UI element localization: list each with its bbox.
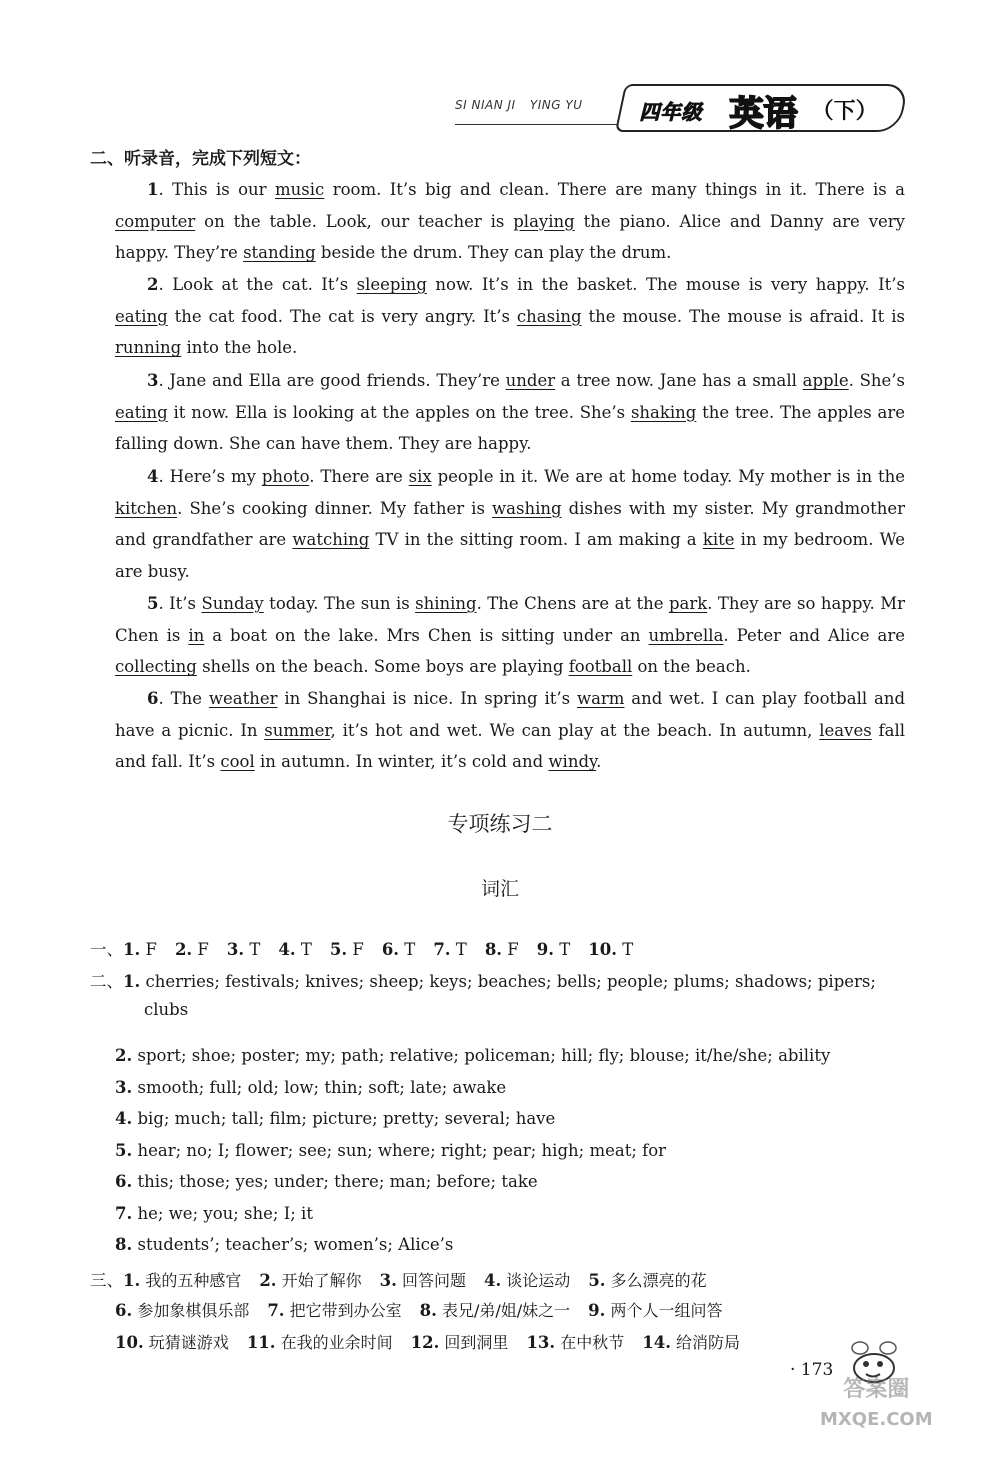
- passage-text: . Here’s my: [158, 467, 262, 486]
- passage-paragraph: [115, 365, 905, 460]
- answer-blank: Sunday: [201, 594, 264, 613]
- passage-text: room. It’s big and clean. There are many things in it. There is a: [324, 180, 906, 199]
- tf-item-answer: T: [295, 940, 312, 959]
- vocab-item-text: hear; no; I; flower; see; sun; where; right; pear; high; meat; for: [132, 1141, 667, 1160]
- answer-blank: music: [275, 180, 325, 199]
- phrase-item-text: 在我的业余时间: [275, 1333, 393, 1352]
- answer-blank: computer: [115, 211, 196, 231]
- passage-text: the cat food. The cat is very angry. It’s: [167, 306, 517, 326]
- passage-text: in my bedroom. We are busy.: [115, 530, 905, 582]
- watermark-logo: 答案圈: [843, 1377, 910, 1402]
- tf-item-number: 9.: [536, 940, 554, 959]
- answer-blank: under: [505, 371, 556, 390]
- passage-text: beside the drum. They can play the drum.: [315, 243, 672, 263]
- passage-text: people in it. We are at home today. My mother is in the: [431, 467, 905, 486]
- banner-volume: （下）: [811, 99, 878, 124]
- running-header: [455, 84, 915, 134]
- answer-blank: running: [115, 338, 182, 358]
- answer-blank: cool: [220, 752, 255, 772]
- phrase-item-text: 两个人一组问答: [605, 1301, 723, 1320]
- tf-item-number: 10.: [588, 940, 617, 959]
- answer-blank: eating: [115, 306, 168, 326]
- answer-blank: leaves: [819, 720, 872, 740]
- vocab-item-text: sport; shoe; poster; my; path; relative; policeman; hill; fly; blouse; it/he/she; ability: [132, 1046, 831, 1065]
- vocab-item-text: big; much; tall; film; picture; pretty; several; have: [132, 1109, 556, 1128]
- passage-text: . It’s: [158, 594, 202, 613]
- tf-item-number: 1.: [123, 940, 141, 959]
- passage-text: . Peter and Alice are: [723, 625, 905, 645]
- tf-item-answer: T: [450, 940, 467, 959]
- phrase-item-number: 2.: [259, 1271, 277, 1290]
- banner-subject: 英语: [729, 94, 798, 134]
- watermark: [820, 1375, 933, 1435]
- vocab-item-number: 1.: [123, 972, 141, 991]
- passage-text: into the hole.: [181, 338, 298, 358]
- vocab-item-text: students’; teacher’s; women’s; Alice’s: [132, 1235, 454, 1254]
- vocab-item-text: cherries; festivals; knives; sheep; keys; beaches; bells; people; plums; shadows; pipers;: [140, 972, 876, 991]
- passage-text: . There are: [309, 467, 409, 486]
- passage-number: 6: [147, 689, 159, 708]
- passage-text: the mouse. The mouse is afraid. It is: [581, 306, 905, 326]
- answer-blank: in: [188, 625, 205, 645]
- phrase-item-text: 给消防局: [670, 1333, 741, 1352]
- passage-text: . The Chens are at the: [476, 594, 669, 613]
- phrase-answer-line: [90, 1267, 707, 1291]
- passage-text: . The: [158, 689, 209, 708]
- answer-blank: sleeping: [356, 275, 427, 294]
- vocab-item-number: 8.: [115, 1235, 133, 1254]
- phrase-item-number: 12.: [410, 1333, 440, 1352]
- passage-paragraph: [115, 683, 905, 778]
- passage-text: .: [596, 752, 602, 772]
- phrase-prefix: 三、: [90, 1271, 123, 1290]
- phrase-item-text: 多么漂亮的花: [605, 1271, 707, 1290]
- passage-text: fall and fall. It’s: [115, 720, 906, 772]
- vocab-answer-line: [115, 1235, 453, 1254]
- passage-number: 4: [147, 467, 159, 486]
- passage-text: dishes with my sister. My grandmother and grandfather are: [115, 498, 906, 550]
- tf-item-answer: F: [347, 940, 364, 959]
- answer-blank: kitchen: [115, 498, 178, 518]
- answer-blank: apple: [802, 371, 849, 390]
- passage-text: now. It’s in the basket. The mouse is very happy. It’s: [426, 275, 906, 294]
- tf-item-answer: F: [502, 940, 519, 959]
- vocab-item-number: 2.: [115, 1046, 133, 1065]
- passage-text: . They are so happy. Mr Chen is: [115, 594, 906, 645]
- passage-number: 1: [147, 180, 159, 199]
- passage-paragraph: [115, 174, 905, 269]
- answer-blank: photo: [261, 467, 310, 486]
- banner-grade: 四年级: [639, 100, 703, 124]
- vocab-answer-line: [115, 1078, 506, 1097]
- answer-blank: kite: [702, 530, 735, 550]
- passage-text: the tree. The apples are falling down. She can have them. They are happy.: [115, 402, 905, 454]
- answer-blank: shaking: [630, 402, 697, 422]
- phrase-item-number: 8.: [419, 1301, 437, 1320]
- watermark-url: MXQE.COM: [820, 1409, 933, 1430]
- phrase-item-text: 参加象棋俱乐部: [132, 1301, 250, 1320]
- tf-item-number: 5.: [329, 940, 348, 959]
- page-number: · 173: [790, 1360, 834, 1380]
- phrase-item-text: 把它带到办公室: [284, 1301, 402, 1320]
- answer-blank: standing: [243, 243, 316, 263]
- answer-blank: collecting: [115, 657, 197, 677]
- answer-blank: six: [408, 467, 432, 486]
- passage-text: on the beach.: [632, 657, 751, 677]
- answer-blank: playing: [513, 211, 575, 231]
- phrase-item-number: 5.: [588, 1271, 606, 1290]
- passage-text: a tree now. Jane has a small: [555, 371, 803, 390]
- section-title: 二、听录音，完成下列短文：: [90, 149, 311, 169]
- phrase-item-text: 回到洞里: [439, 1333, 509, 1352]
- passage-number: 5: [147, 594, 159, 613]
- passage-number: 2: [147, 275, 159, 294]
- phrase-item-number: 3.: [379, 1271, 397, 1290]
- passage-text: a boat on the lake. Mrs Chen is sitting under an: [204, 625, 649, 645]
- vocab-item-number: 5.: [115, 1141, 133, 1160]
- vocab-prefix: 二、: [90, 972, 123, 991]
- practice-title: 专项练习二: [447, 812, 553, 836]
- phrase-item-number: 1.: [123, 1271, 141, 1290]
- book-title-banner: [615, 84, 909, 132]
- vocab-answer-line: [115, 1046, 830, 1065]
- answer-blank: windy: [548, 752, 597, 772]
- tf-item-number: 6.: [381, 940, 400, 959]
- phrase-item-number: 10.: [115, 1333, 144, 1352]
- phrase-item-number: 11.: [246, 1333, 276, 1352]
- phrase-item-number: 13.: [526, 1333, 556, 1352]
- passage-text: in autumn. In winter, it’s cold and: [254, 752, 549, 772]
- passage-paragraph: [115, 269, 905, 364]
- vocab-answer-line: [90, 968, 876, 992]
- phrase-item-text: 开始了解你: [276, 1271, 362, 1290]
- passage-text: , it’s hot and wet. We can play at the beach. In autumn,: [330, 720, 820, 740]
- vocab-answer-line: [115, 1109, 555, 1128]
- tf-item-number: 7.: [433, 940, 451, 959]
- answer-blank: weather: [208, 689, 278, 708]
- passage-paragraph: [115, 461, 905, 588]
- tf-item-answer: T: [244, 940, 261, 959]
- answer-blank: shining: [415, 594, 477, 613]
- answer-blank: washing: [492, 498, 562, 518]
- vocab-answer-line: [115, 1141, 666, 1160]
- passage-text: . This is our: [158, 180, 276, 199]
- phrase-item-number: 14.: [642, 1333, 671, 1352]
- vocab-item-number: 4.: [115, 1109, 133, 1128]
- vocab-item-number: 7.: [115, 1204, 133, 1223]
- vocab-item-number: 3.: [115, 1078, 133, 1097]
- vocab-item-text: he; we; you; she; I; it: [132, 1204, 313, 1223]
- passage-text: . She’s cooking dinner. My father is: [177, 498, 493, 518]
- answer-blank: umbrella: [648, 625, 724, 645]
- phrase-answer-line: [115, 1298, 722, 1321]
- answer-blank: eating: [115, 402, 168, 422]
- pinyin-grade: SI NIAN JI: [455, 98, 516, 112]
- phrase-item-number: 4.: [483, 1271, 502, 1290]
- passage-paragraph: [115, 588, 905, 683]
- passage-number: 3: [147, 371, 159, 390]
- tf-item-answer: F: [192, 940, 209, 959]
- answer-blank: football: [568, 657, 633, 677]
- phrase-item-text: 回答问题: [396, 1271, 466, 1290]
- tf-item-answer: T: [553, 940, 571, 959]
- tf-item-number: 4.: [278, 940, 296, 959]
- passage-text: TV in the sitting room. I am making a: [369, 530, 703, 550]
- tf-item-answer: T: [399, 940, 416, 959]
- passage-text: it now. Ella is looking at the apples on the tree. She’s: [167, 402, 631, 422]
- passage-text: today. The sun is: [263, 594, 416, 613]
- answer-blank: watching: [292, 530, 370, 550]
- passage-text: shells on the beach. Some boys are playing: [196, 657, 569, 677]
- vocab-item-text: this; those; yes; under; there; man; before; take: [132, 1172, 538, 1191]
- passage-text: in Shanghai is nice. In spring it’s: [277, 689, 577, 708]
- vocab-item-number: 6.: [115, 1172, 133, 1191]
- phrase-item-text: 我的五种感官: [140, 1271, 242, 1290]
- passage-text: the piano. Alice and Danny are very happy. They’re: [115, 211, 905, 263]
- tf-prefix: 一、: [90, 940, 123, 959]
- tf-answer-line: [90, 936, 633, 960]
- answer-blank: warm: [576, 689, 625, 708]
- phrase-item-number: 9.: [588, 1301, 606, 1320]
- phrase-answer-line: [115, 1330, 740, 1353]
- answer-blank: summer: [264, 720, 331, 740]
- vocab-item-continuation: clubs: [144, 1000, 189, 1019]
- phrase-item-text: 谈论运动: [501, 1271, 571, 1290]
- header-pinyin: [455, 98, 592, 112]
- phrase-item-number: 7.: [267, 1301, 285, 1320]
- tf-item-number: 3.: [226, 940, 245, 959]
- pinyin-subject: YING YU: [529, 98, 583, 112]
- answer-blank: chasing: [516, 306, 582, 326]
- tf-item-answer: T: [616, 940, 634, 959]
- passage-text: . Look at the cat. It’s: [158, 275, 357, 294]
- passage-text: . Jane and Ella are good friends. They’re: [158, 371, 506, 390]
- tf-item-answer: F: [140, 940, 157, 959]
- passage-text: . She’s: [848, 371, 905, 390]
- phrase-item-text: 表兄/弟/姐/妹之一: [436, 1301, 571, 1320]
- vocab-answer-line: [115, 1204, 313, 1223]
- phrase-item-number: 6.: [115, 1301, 133, 1320]
- vocab-item-text: smooth; full; old; low; thin; soft; late; awake: [132, 1078, 507, 1097]
- phrase-item-text: 在中秋节: [555, 1333, 625, 1352]
- passage-text: on the table. Look, our teacher is: [195, 211, 514, 231]
- vocab-answer-line: [115, 1172, 538, 1191]
- tf-item-number: 2.: [174, 940, 193, 959]
- tf-item-number: 8.: [484, 940, 503, 959]
- phrase-item-text: 玩猜谜游戏: [143, 1333, 229, 1352]
- header-rule: [455, 124, 625, 125]
- answer-blank: park: [668, 594, 708, 613]
- vocab-title: 词汇: [480, 878, 519, 900]
- passage-text: and wet. I can play football and have a picnic. In: [115, 689, 906, 740]
